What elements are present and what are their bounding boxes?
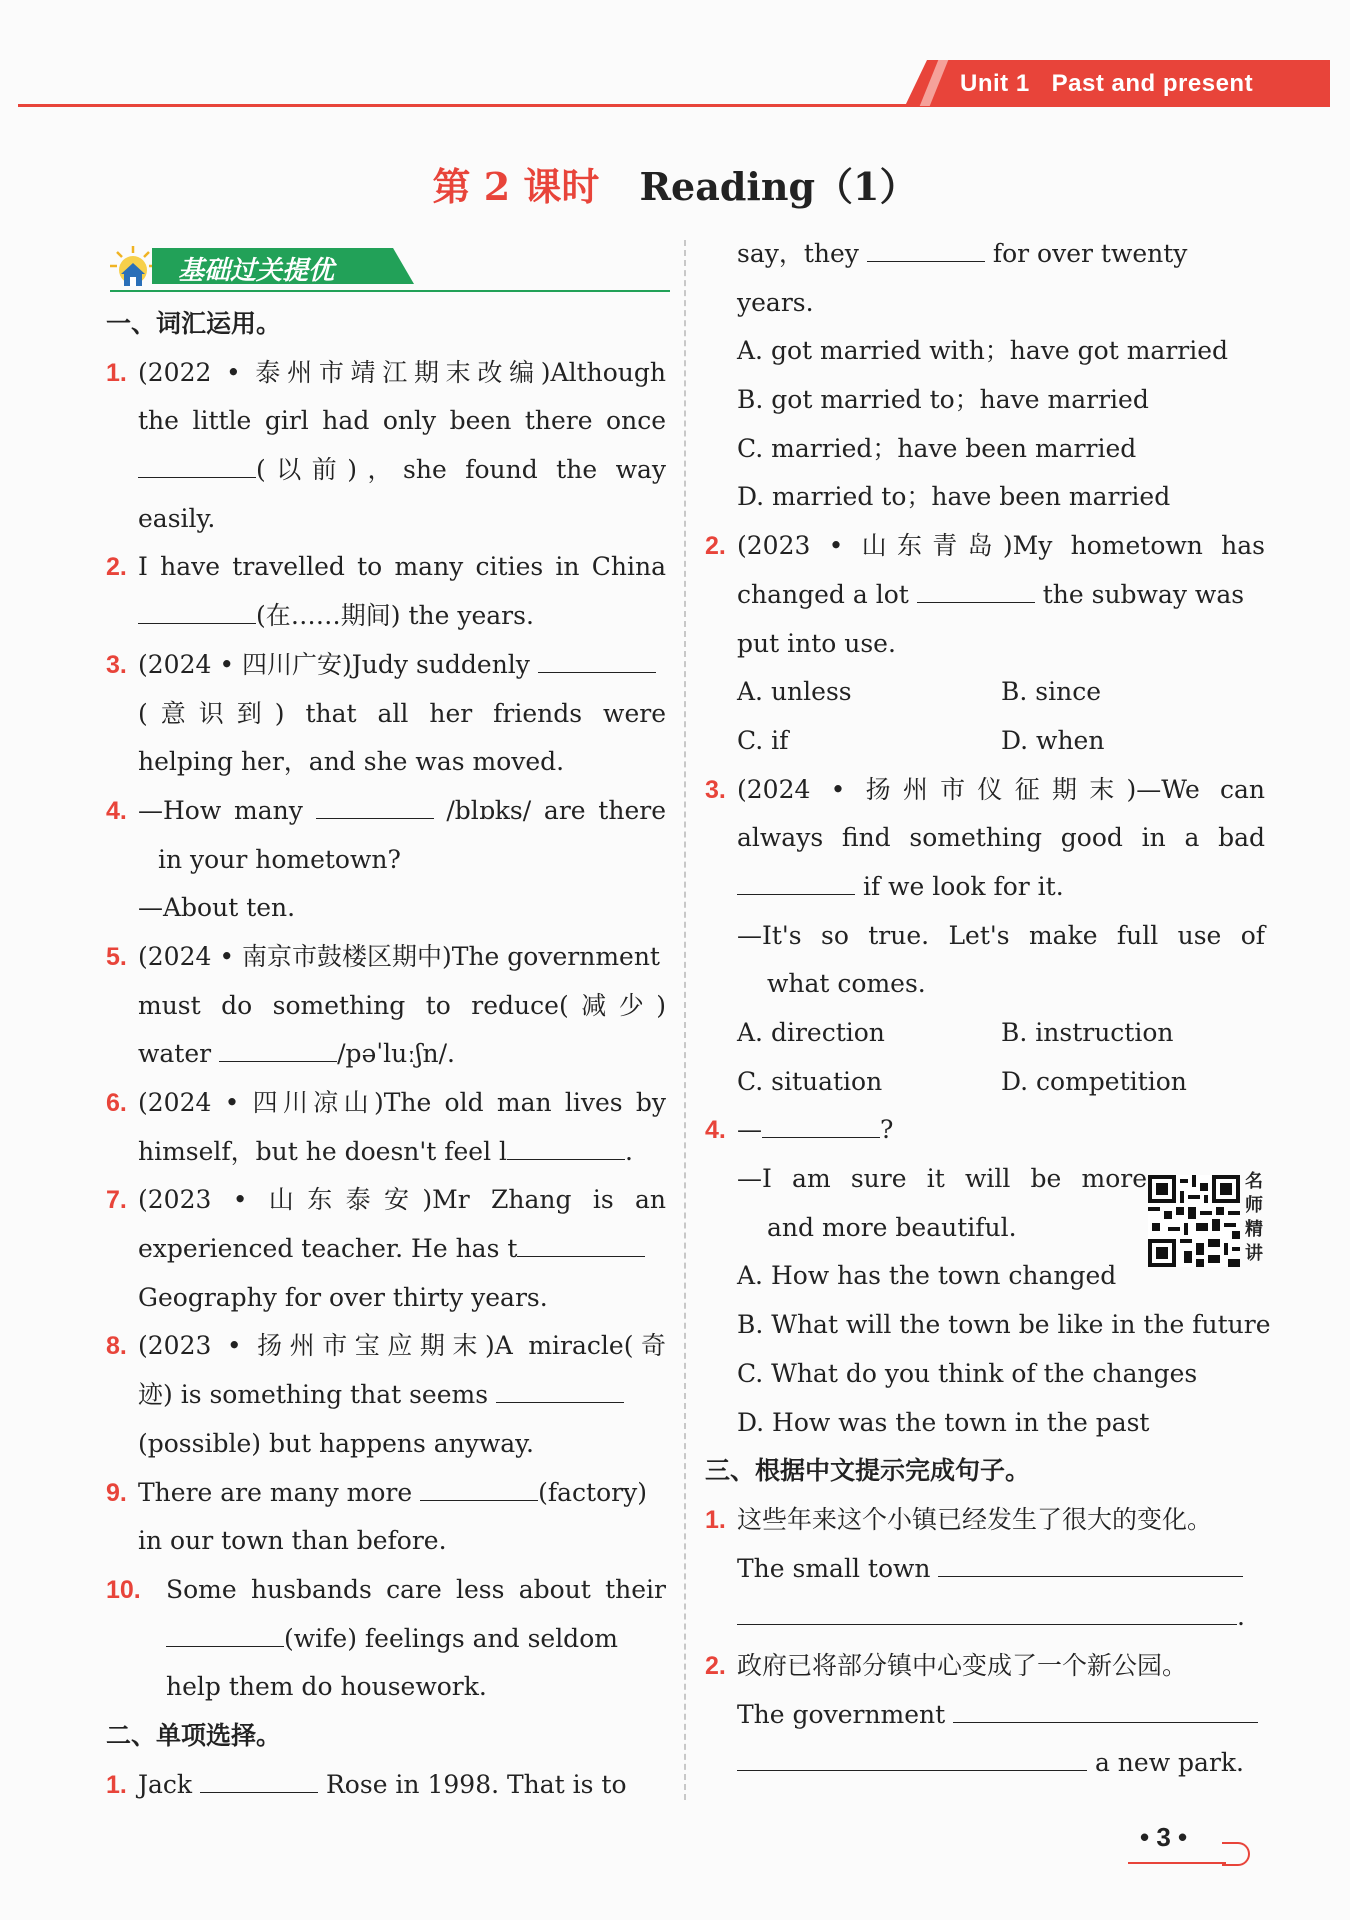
question-number: 2. bbox=[705, 532, 726, 561]
question-3 bbox=[106, 641, 666, 787]
question-text: 迹) is something that seems bbox=[138, 1380, 489, 1410]
question-text: say，they bbox=[737, 239, 859, 268]
answer-blank[interactable] bbox=[166, 1624, 284, 1647]
choice-3 bbox=[705, 766, 1265, 1107]
answer-blank[interactable] bbox=[737, 1602, 1237, 1625]
question-text: I have travelled to many cities in China bbox=[138, 552, 666, 582]
question-text: (wife) feelings and seldom bbox=[284, 1623, 618, 1653]
section-banner bbox=[108, 244, 418, 288]
question-7 bbox=[106, 1176, 666, 1322]
question-text: . bbox=[625, 1136, 633, 1166]
answer-blank[interactable] bbox=[507, 1137, 625, 1160]
unit-label: Unit 1 bbox=[960, 70, 1030, 97]
question-text: (2024 • 四川广安)Judy suddenly bbox=[138, 649, 530, 679]
option-c[interactable]: C. What do you think of the changes bbox=[737, 1358, 1198, 1388]
question-text: (以前)，she found the way bbox=[256, 455, 666, 485]
question-number: 4. bbox=[705, 1116, 726, 1145]
answer-blank[interactable] bbox=[138, 601, 256, 624]
question-text: (2022 • 泰州市靖江期末改编)Although bbox=[138, 357, 666, 387]
question-text: The government bbox=[737, 1699, 946, 1729]
question-number: 1. bbox=[106, 1770, 127, 1799]
question-text: Rose in 1998. That is to bbox=[325, 1769, 627, 1799]
answer-blank[interactable] bbox=[917, 580, 1035, 603]
question-text: . bbox=[1237, 1602, 1245, 1632]
option-d[interactable]: D. married to；have been married bbox=[737, 482, 1171, 512]
question-text: a new park. bbox=[1094, 1748, 1245, 1778]
question-text: easily. bbox=[138, 503, 216, 533]
question-text: (factory) bbox=[538, 1477, 647, 1507]
question-text: and more beautiful. bbox=[767, 1212, 1017, 1242]
question-4 bbox=[106, 787, 666, 933]
option-c[interactable]: C. situation bbox=[737, 1066, 883, 1096]
question-number: 1. bbox=[106, 358, 127, 387]
answer-blank[interactable] bbox=[737, 1748, 1087, 1771]
answer-blank[interactable] bbox=[219, 1039, 337, 1062]
question-10 bbox=[106, 1566, 666, 1712]
answer-blank[interactable] bbox=[316, 796, 434, 819]
question-number: 1. bbox=[705, 1505, 726, 1534]
question-text: — bbox=[737, 1115, 762, 1145]
question-text: ? bbox=[880, 1115, 894, 1145]
choice-4 bbox=[705, 1106, 1271, 1447]
page-arrow-icon bbox=[1222, 1842, 1250, 1866]
answer-blank[interactable] bbox=[200, 1770, 318, 1793]
answer-blank[interactable] bbox=[867, 239, 985, 262]
question-number: 5. bbox=[106, 942, 127, 971]
option-b[interactable]: B. instruction bbox=[1001, 1018, 1174, 1047]
qr-code-icon[interactable] bbox=[1148, 1175, 1240, 1267]
left-column bbox=[106, 300, 666, 1809]
option-b[interactable]: B. since bbox=[1001, 677, 1101, 707]
option-d[interactable]: D. How was the town in the past bbox=[737, 1407, 1150, 1437]
question-text: (2024 • 四川凉山)The old man lives by bbox=[138, 1088, 666, 1117]
option-a[interactable]: A. unless bbox=[737, 677, 852, 707]
choice-1 bbox=[106, 1761, 666, 1810]
question-text: (意识到) that all her friends were bbox=[138, 698, 666, 728]
question-number: 2. bbox=[106, 553, 127, 582]
question-text: for over twenty bbox=[992, 239, 1188, 268]
answer-blank[interactable] bbox=[420, 1478, 538, 1501]
question-text: /blɒks/ are there bbox=[446, 795, 666, 825]
choice-2 bbox=[705, 522, 1265, 765]
qr-label: 名师精讲 bbox=[1245, 1171, 1263, 1264]
question-text: help them do housework. bbox=[166, 1672, 487, 1702]
answer-blank[interactable] bbox=[496, 1380, 624, 1403]
question-number: 3. bbox=[106, 650, 127, 679]
option-a[interactable]: A. direction bbox=[737, 1018, 885, 1047]
lesson-number: 第 2 课时 bbox=[432, 164, 600, 209]
house-sun-icon bbox=[108, 244, 158, 288]
lesson-title: Reading（1） bbox=[639, 164, 918, 209]
question-text: what comes. bbox=[767, 969, 926, 999]
question-text: (在……期间) the years. bbox=[256, 601, 534, 631]
unit-topic: Past and present bbox=[1051, 70, 1254, 97]
option-d[interactable]: D. when bbox=[1001, 725, 1105, 755]
section-heading-vocabulary: 一、词汇运用。 bbox=[106, 309, 282, 338]
question-text: the subway was bbox=[1042, 579, 1245, 609]
question-text: 这些年来这个小镇已经发生了很大的变化。 bbox=[737, 1504, 1213, 1534]
question-2 bbox=[106, 543, 666, 640]
question-text: must do something to reduce(减少) bbox=[138, 990, 666, 1020]
question-text: The small town bbox=[737, 1553, 931, 1583]
question-number: 8. bbox=[106, 1332, 127, 1361]
page-number-underline bbox=[1128, 1862, 1226, 1864]
question-text: (2023 • 山东青岛)My hometown has bbox=[737, 531, 1265, 561]
question-8 bbox=[106, 1322, 666, 1468]
answer-blank[interactable] bbox=[737, 872, 855, 895]
question-text: (2024 • 南京市鼓楼区期中)The government bbox=[138, 941, 660, 971]
question-number: 6. bbox=[106, 1089, 127, 1117]
question-1 bbox=[106, 349, 666, 544]
option-c[interactable]: C. if bbox=[737, 725, 789, 755]
question-text: Geography for over thirty years. bbox=[138, 1282, 548, 1312]
section-heading-translation: 三、根据中文提示完成句子。 bbox=[705, 1456, 1031, 1486]
question-number: 9. bbox=[106, 1478, 127, 1507]
question-number: 3. bbox=[705, 775, 726, 804]
header-title bbox=[960, 70, 1275, 98]
right-column bbox=[705, 230, 1271, 1788]
question-text: Jack bbox=[138, 1769, 193, 1799]
page-title bbox=[0, 156, 1350, 211]
question-6 bbox=[106, 1079, 666, 1176]
question-text: (2023 • 扬州市宝应期末)A miracle(奇 bbox=[138, 1331, 666, 1361]
question-number: 7. bbox=[106, 1186, 127, 1215]
question-text: 政府已将部分镇中心变成了一个新公园。 bbox=[737, 1650, 1188, 1680]
question-text: Some husbands care less about their bbox=[166, 1574, 666, 1604]
option-b[interactable]: B. got married to；have married bbox=[737, 385, 1149, 415]
question-text: helping her，and she was moved. bbox=[138, 747, 565, 777]
question-text: the little girl had only been there once bbox=[138, 406, 666, 436]
option-d[interactable]: D. competition bbox=[1001, 1066, 1187, 1096]
option-a[interactable]: A. How has the town changed bbox=[737, 1261, 1117, 1291]
question-text: /pəˈluːʃn/. bbox=[337, 1039, 455, 1069]
question-text: (2023 • 山东泰安)Mr Zhang is an bbox=[138, 1185, 666, 1215]
translation-2 bbox=[705, 1642, 1265, 1788]
question-text: always find something good in a bad bbox=[737, 823, 1265, 853]
page-number: • 3 • bbox=[1140, 1822, 1188, 1852]
question-text: years. bbox=[737, 287, 814, 317]
question-text: experienced teacher. He has t bbox=[138, 1234, 518, 1264]
question-text: himself，but he doesn't feel l bbox=[138, 1136, 508, 1166]
banner-label: 基础过关提优 bbox=[178, 256, 335, 286]
section-heading-choice: 二、单项选择。 bbox=[106, 1720, 282, 1750]
question-text: —It's so true. Let's make full use of bbox=[737, 920, 1265, 950]
question-text: water bbox=[138, 1039, 212, 1069]
question-text: —I am sure it will be more bbox=[737, 1164, 1147, 1194]
question-text: (2024 • 扬州市仪征期末)—We can bbox=[737, 774, 1265, 804]
question-text: There are many more bbox=[138, 1477, 413, 1507]
question-5 bbox=[106, 933, 666, 1079]
answer-blank[interactable] bbox=[138, 455, 256, 478]
question-text: changed a lot bbox=[737, 579, 909, 609]
question-text: if we look for it. bbox=[862, 871, 1064, 901]
question-text: —How many bbox=[138, 795, 303, 825]
question-text: put into use. bbox=[737, 628, 896, 658]
answer-blank[interactable] bbox=[762, 1115, 880, 1138]
option-c[interactable]: C. married；have been married bbox=[737, 433, 1137, 463]
translation-1 bbox=[705, 1496, 1265, 1642]
banner-underline bbox=[110, 290, 670, 292]
answer-blank[interactable] bbox=[517, 1234, 645, 1257]
option-b[interactable]: B. What will the town be like in the future bbox=[737, 1310, 1271, 1340]
option-a[interactable]: A. got married with；have got married bbox=[737, 336, 1229, 366]
answer-blank[interactable] bbox=[953, 1700, 1258, 1723]
question-9 bbox=[106, 1469, 666, 1566]
answer-blank[interactable] bbox=[538, 650, 656, 673]
question-number: 2. bbox=[705, 1651, 726, 1680]
column-divider bbox=[684, 240, 686, 1800]
question-text: in our town than before. bbox=[138, 1526, 447, 1556]
question-text: —About ten. bbox=[138, 893, 296, 923]
choice-1-continued bbox=[705, 230, 1265, 522]
question-number: 4. bbox=[106, 796, 127, 825]
question-text: in your hometown? bbox=[158, 844, 401, 874]
answer-blank[interactable] bbox=[938, 1554, 1243, 1577]
question-number: 10. bbox=[106, 1575, 141, 1604]
question-text: (possible) but happens anyway. bbox=[138, 1428, 534, 1458]
